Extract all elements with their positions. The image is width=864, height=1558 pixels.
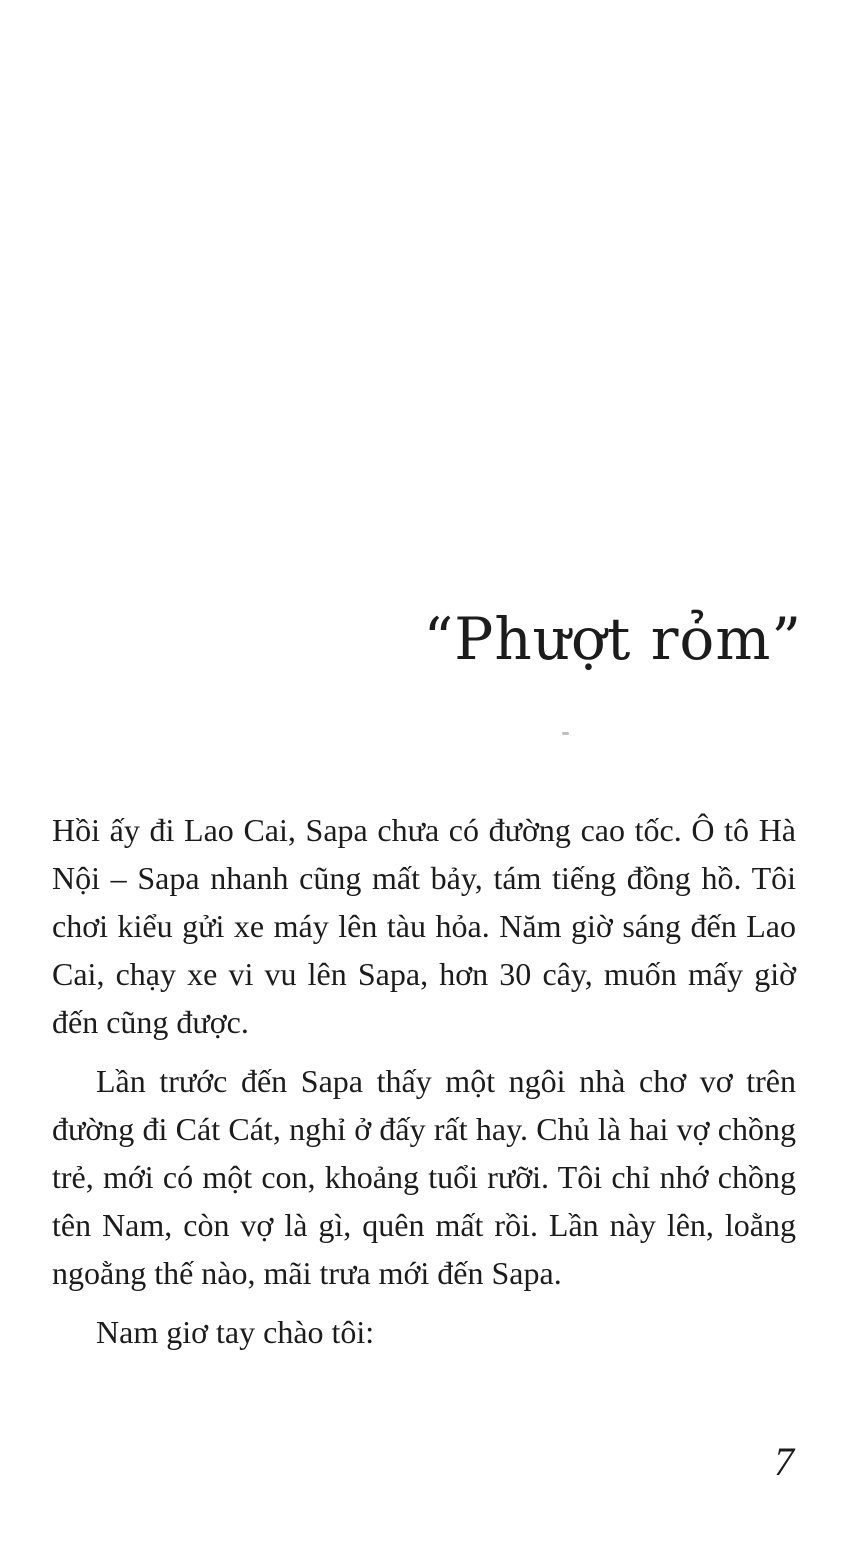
chapter-title: “Phượt rỏm” xyxy=(423,604,802,673)
paragraph: Hồi ấy đi Lao Cai, Sapa chưa có đường cao tốc. Ô tô Hà Nội – Sapa nhanh cũng mất bảy, tám tiếng đồng hồ. Tôi chơi kiểu gửi xe máy lên tàu hỏa. Năm giờ sáng đến Lao Cai, chạy xe vi vu lên Sapa, hơn 30 cây, muốn mấy giờ đến cũng được. xyxy=(52,812,796,1040)
page-number: 7 xyxy=(774,1439,794,1484)
title-ornament-mark xyxy=(562,732,569,735)
body-text xyxy=(52,806,796,1367)
paragraph: Nam giơ tay chào tôi: xyxy=(96,1314,375,1350)
paragraph: Lần trước đến Sapa thấy một ngôi nhà chơ vơ trên đường đi Cát Cát, nghỉ ở đấy rất hay. Chủ là hai vợ chồng trẻ, mới có một con, khoảng tuổi rưỡi. Tôi chỉ nhớ chồng tên Nam, còn vợ là gì, quên mất rồi. Lần này lên, loằng ngoằng thế nào, mãi trưa mới đến Sapa. xyxy=(52,1063,796,1291)
